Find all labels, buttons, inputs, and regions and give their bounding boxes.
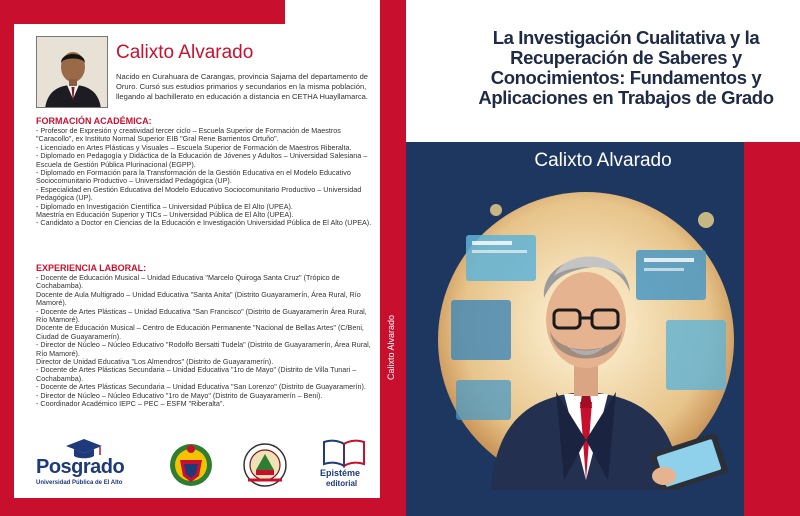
book-title: La Investigación Cualitativa y la Recuperación de Saberes y Conocimientos: Fundamentos y Aplicaciones en Trabajos de Grado — [478, 27, 774, 108]
experiencia-item: Director de Unidad Educativa "Los Almendros" (Distrito de Guayaramerín). — [36, 357, 274, 367]
episteme-subtitle: editorial — [326, 479, 358, 488]
emblem-seal-icon — [242, 440, 288, 490]
formacion-item: - Profesor de Expresión y creatividad tercer ciclo – Escuela Superior de Formación de Maestros "Caracollo", ex Instituto Normal Superior EIB "Gral Rene Barrientos Ortuño". — [36, 126, 341, 144]
experiencia-item: - Docente de Educación Musical – Unidad Educativa "Marcelo Quiroga Santa Cruz" (Trópico de Cochabamba). — [36, 273, 340, 291]
institution-seal-2 — [242, 440, 288, 490]
open-book-icon — [322, 438, 366, 468]
front-author-name: Calixto Alvarado — [534, 150, 672, 171]
back-left-red-band — [0, 0, 14, 516]
logos-row — [30, 438, 380, 494]
posgrado-logo — [34, 438, 144, 494]
formacion-list — [36, 127, 374, 228]
posgrado-subtitle: Universidad Pública de El Alto — [36, 480, 123, 486]
experiencia-item: Docente de Educación Musical – Centro de Educación Permanente "Nacional de Bellas Artes" (C/Beni, Ciudad de Guayaramerín). — [36, 323, 364, 341]
formacion-item: - Diplomado en Pedagogía y Didáctica de la Educación de Jóvenes y Adultos – Universidad Salesiana – Escuela de Gestión Pública Plurinacional (EGPP). — [36, 151, 368, 169]
formacion-item: Maestría en Educación Superior y TICs – Universidad Pública de El Alto (UPEA). — [36, 210, 294, 220]
formacion-item: - Licenciado en Artes Plásticas y Visuales – Escuela Superior de Formación de Maestros Riberalta. — [36, 142, 352, 152]
experiencia-heading: EXPERIENCIA LABORAL: — [36, 263, 147, 273]
back-top-red-band — [0, 0, 285, 24]
front-cover — [406, 0, 800, 516]
experiencia-list — [36, 274, 374, 409]
author-bio: Nacido en Curahuara de Carangas, provincia Sajama del departamento de Oruro. Cursó sus estudios primarios y secundarios en la misma población, llegando al bachillerato en educación a distancia en CETHA Huayllamarca. — [116, 72, 369, 101]
formacion-item: - Candidato a Doctor en Ciencias de la Educación e Investigación Universidad Pública de El Alto (UPEA). — [36, 218, 372, 228]
author-photo — [36, 36, 108, 108]
experiencia-item: - Docente de Artes Plásticas – Unidad Educativa "San Francisco" (Distrito de Guayaramerín Área Rural, Río Mamoré). — [36, 306, 367, 325]
spine-author: Calixto Alvarado — [386, 314, 396, 380]
formacion-heading: FORMACIÓN ACADÉMICA: — [36, 116, 152, 126]
posgrado-wordmark: Posgrado — [36, 456, 125, 478]
back-bottom-red-band — [0, 498, 380, 516]
back-cover — [0, 0, 380, 516]
experiencia-item: - Docente de Artes Plásticas Secundaria – Unidad Educativa "San Lorenzo" (Distrito de Guayaramerín). — [36, 382, 366, 392]
shield-seal-icon — [168, 440, 214, 490]
institution-seal-1 — [168, 440, 214, 490]
author-portrait-icon — [37, 37, 108, 108]
episteme-logo — [318, 438, 374, 494]
experiencia-item: - Docente de Artes Plásticas Secundaria – Unidad Educativa "1ro de Mayo" (Distrito de Villa Tunari – Cochabamba). — [36, 365, 357, 383]
cover-illustration — [436, 180, 736, 490]
experiencia-item: - Director de Núcleo – Núcleo Educativo "Rodolfo Bersatti Tudela" (Distrito de Guayaramerín, Área Rural, Río Mamoré). — [36, 340, 371, 358]
experiencia-item: - Coordinador Académico IEPC – PEC – ESFM "Riberalta". — [36, 399, 225, 409]
formacion-item: - Diplomado en Formación para la Transformación de la Gestión Educativa en el Modelo Educativo Sociocomunitario Productivo – Universidad Pedagógica (UP). — [36, 168, 351, 186]
formacion-item: - Especialidad en Gestión Educativa del Modelo Educativo Sociocomunitario Productivo – Universidad Pedagógica (UP). — [36, 184, 362, 203]
back-author-name: Calixto Alvarado — [116, 42, 254, 63]
formacion-item: - Diplomado en Investigación Científica – Universidad Pública de El Alto (UPEA). — [36, 201, 293, 211]
teacher-illustration-icon — [436, 180, 736, 490]
spine — [380, 0, 406, 516]
front-red-stripe — [744, 142, 800, 516]
episteme-wordmark: Epistéme — [320, 468, 361, 478]
experiencia-item: - Director de Núcleo – Núcleo Educativo "1ro de Mayo" (Distrito de Guayaramerín – Beni). — [36, 390, 323, 400]
experiencia-item: Docente de Aula Multigrado – Unidad Educativa "Santa Anita" (Distrito Guayaramerín, Área Rural, Río Mamoré). — [36, 289, 361, 308]
